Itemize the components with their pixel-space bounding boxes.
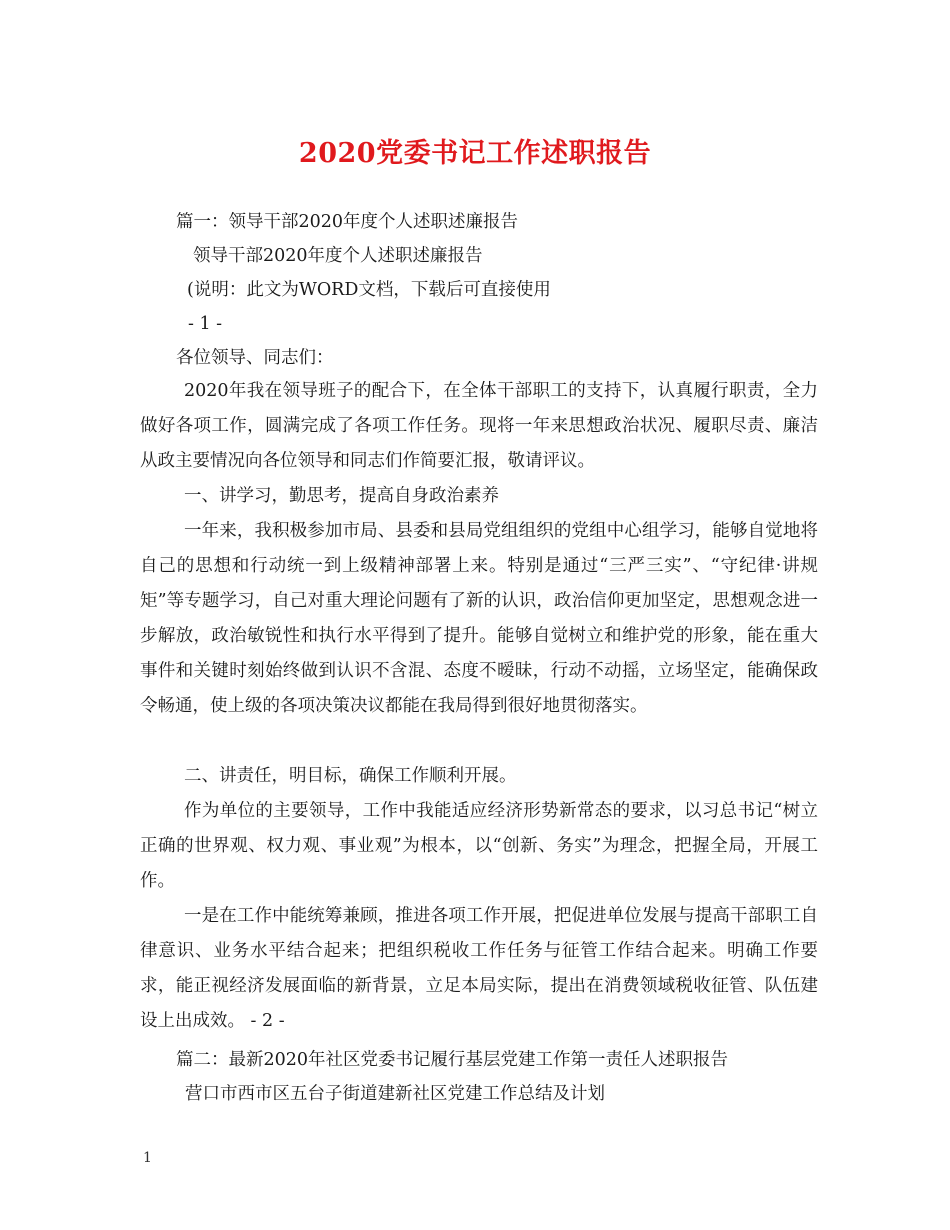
section-heading-2: 篇二：最新2020年社区党委书记履行基层党建工作第一责任人述职报告 (176, 1050, 729, 1070)
paragraph-intro: 2020年我在领导班子的配合下，在全体干部职工的支持下，认真履行职责，全力做好各项工作，圆满完成了各项工作任务。现将一年来思想政治状况、履职尽责、廉洁从政主要情况向各位领导和同志们作简要汇报，敬请评议。 (140, 381, 818, 471)
section-heading-1: 篇一：领导干部2020年度个人述职述廉报告 (176, 212, 519, 232)
heading-study: 一、讲学习，勤思考，提高自身政治素养 (184, 486, 499, 506)
note-line: (说明：此文为WORD文档，下载后可直接使用 (187, 280, 551, 300)
paragraph-responsibility: 作为单位的主要领导，工作中我能适应经济形势新常态的要求，以习总书记“树立正确的世界观、权力观、事业观”为根本，以“创新、务实”为理念，把握全局，开展工作。 (140, 801, 818, 891)
subtitle-line: 领导干部2020年度个人述职述廉报告 (193, 246, 483, 266)
heading-responsibility: 二、讲责任，明目标，确保工作顺利开展。 (184, 766, 517, 786)
paragraph-coordination: 一是在工作中能统筹兼顾，推进各项工作开展，把促进单位发展与提高干部职工自律意识、业务水平结合起来；把组织税收工作任务与征管工作结合起来。明确工作要求，能正视经济发展面临的新背景，立足本局实际，提出在消费领域税收征管、队伍建设上出成效。 - 2 - (140, 906, 818, 1031)
page-marker-1: - 1 - (188, 314, 223, 334)
page-number: 1 (143, 1150, 152, 1166)
salutation: 各位领导、同志们： (176, 348, 334, 368)
section-subtitle-2: 营口市西市区五台子街道建新社区党建工作总结及计划 (185, 1084, 605, 1104)
document-title: 2020党委书记工作述职报告 (298, 138, 652, 169)
paragraph-study: 一年来，我积极参加市局、县委和县局党组组织的党组中心组学习，能够自觉地将自己的思想和行动统一到上级精神部署上来。特别是通过“三严三实”、“守纪律·讲规矩”等专题学习，自己对重大理论问题有了新的认识，政治信仰更加坚定，思想观念进一步解放，政治敏锐性和执行水平得到了提升。能够自觉树立和维护党的形象，能在重大事件和关键时刻始终做到认识不含混、态度不暧昧，行动不动摇，立场坚定，能确保政令畅通，使上级的各项决策决议都能在我局得到很好地贯彻落实。 (140, 521, 818, 716)
